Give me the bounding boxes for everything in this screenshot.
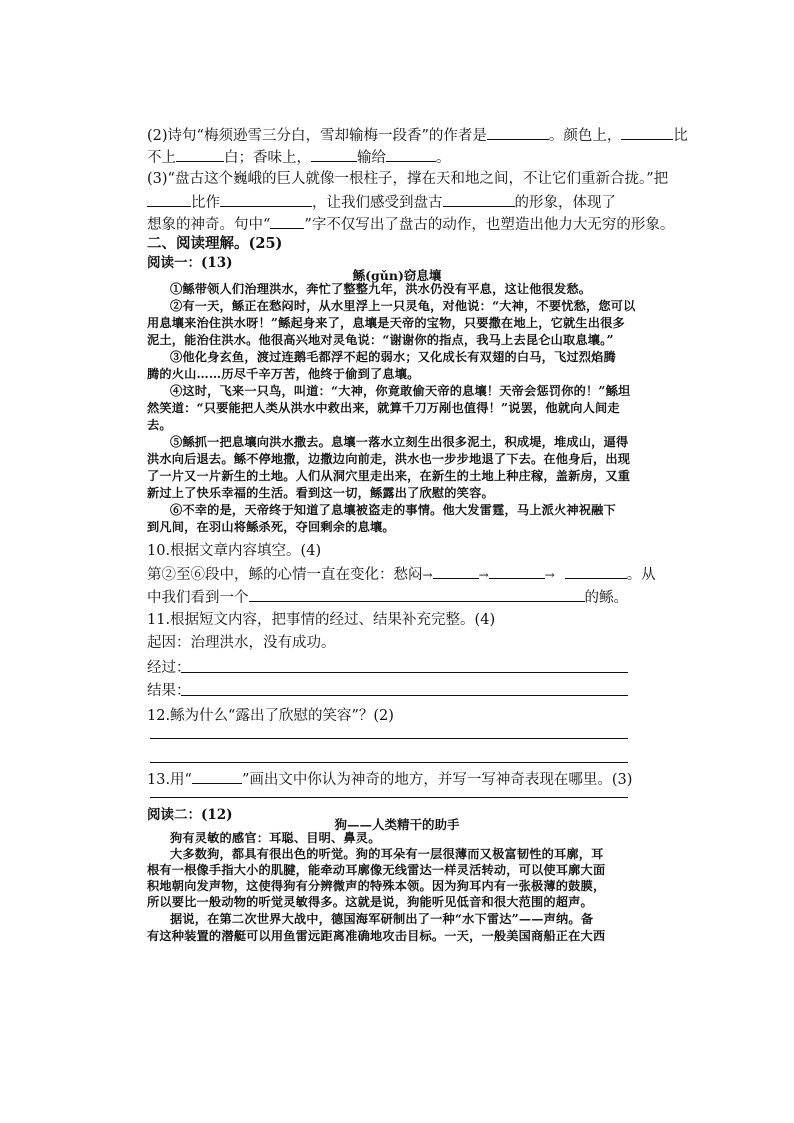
answer-blank[interactable] [565,564,627,579]
q11-result-label: 结果： [147,683,191,699]
q3-text-6: ”字不仅写出了盘古的动作，也塑造出他力大无穷的形象。 [304,217,675,233]
q11-cause: 起因：治理洪水，没有成功。 [147,635,336,651]
q11-title: 11.根据短文内容，把事情的经过、结果补充完整。(4) [147,612,496,628]
answer-blank[interactable] [443,192,515,207]
q2-text-2: 。颜色上， [548,128,622,144]
answer-blank[interactable] [386,147,436,162]
reading1-title: 鲧(gǔn)窃息壤 [352,268,442,283]
passage-line: 根有一根像手指大小的肌腱，能牵动耳廓像无线雷达一样灵活转动，可以使耳廓大面 [147,863,606,877]
arrow-icon: → [478,568,489,582]
q10-line-1 [147,564,657,585]
answer-blank[interactable] [487,125,549,140]
passage-line: 大多数狗，都具有很出色的听觉。狗的耳朵有一层很薄而又极富韧性的耳廓，耳 [170,847,604,861]
passage-line: 新过上了快乐幸福的生活。看到这一切，鲧露出了欣慰的笑容。 [147,486,494,500]
passage-line: 腾的火山……历尽千辛万苦，他终于偷到了息壤。 [147,367,420,381]
answer-line[interactable] [181,695,628,696]
passage-line: 用息壤来治住洪水呀！”鲧起身来了，息壤是天帝的宝物，只要撒在地上，它就生出很多 [147,316,625,330]
answer-blank[interactable] [176,147,224,162]
passage-line: ④这时，飞来一只鸟，叫道：“大神，你竟敢偷天帝的息壤！天帝会惩罚你的！”鲧坦 [170,384,631,398]
passage-line: ①鲧带领人们治理洪水，奔忙了整整九年，洪水仍没有平息，这让他很发愁。 [170,282,592,296]
passage-line: 泥土，能治住洪水。他很高兴地对灵龟说：“谢谢你的指点，我马上去昆仑山取息壤。” [147,333,614,347]
q2-text-3: 比 [673,128,688,144]
q3-text-2: 比作 [191,195,220,211]
q2-line-2 [147,147,647,168]
passage-line: 有这种装置的潜艇可以用鱼雷远距离准确地攻击目标。一天，一般美国商船正在大西 [147,929,606,943]
passage-line: 积地朝向发声物，这使得狗有分辨微声的特殊本领。因为狗耳内有一张极薄的鼓膜， [147,879,606,893]
passage-line: 然笑道：“只要能把人类从洪水中救出来，就算千刀万剐也值得！”说罢，他就向人间走 [147,401,620,415]
q10-line-2 [147,587,647,608]
q13-text-1: 13.用“ [147,772,192,788]
reading2-title: 狗——人类精干的助手 [334,817,460,832]
q10-text-1: 第②至⑥段中，鲧的心情一直在变化：愁闷 [147,567,423,583]
q2-text-1: (2)诗句“梅须逊雪三分白，雪却输梅一段香”的作者是 [147,128,487,144]
q12-title: 12.鲧为什么“露出了欣慰的笑容”？(2) [147,708,394,724]
q13-line [147,769,647,790]
q2-text-5: 白；香味上， [224,150,311,166]
answer-line[interactable] [150,762,628,763]
q3-line-2 [147,192,657,213]
q2-line-1 [147,125,688,146]
answer-line[interactable] [150,797,628,798]
passage-line: ⑤鲧抓一把息壤向洪水撒去。息壤一落水立刻生出很多泥土，积成堤，堆成山，逼得 [170,435,629,449]
answer-blank[interactable] [220,192,312,207]
answer-line[interactable] [181,672,628,673]
passage-line: 去。 [147,418,172,432]
passage-line: 据说，在第二次世界大战中，德国海军研制出了一种“水下雷达”——声纳。备 [170,912,594,926]
passage-line: 所以要比一般动物的听觉灵敏得多。这就是说，狗能听见低音和很大范围的超声。 [147,895,593,909]
q3-text-4: 的形象，体现了 [514,195,616,211]
reading2-label: 阅读二：(12) [147,807,233,823]
q10-title: 10.根据文章内容填空。(4) [147,543,322,559]
passage-line: 到凡间，在羽山将鲧杀死，夺回剩余的息壤。 [147,520,395,534]
answer-blank [192,769,242,784]
passage-line: ⑥不幸的是，天帝终于知道了息壤被盗走的事情。他大发雷霆，马上派火神祝融下 [170,503,616,517]
answer-blank[interactable] [621,125,673,140]
passage-line: ③他化身玄鱼，渡过连鹅毛都浮不起的弱水；又化成长有双翅的白马，飞过烈焰腾 [170,350,616,364]
q10-text-2: 。从 [626,567,656,583]
answer-blank[interactable] [433,564,479,579]
answer-blank[interactable] [270,214,304,229]
q3-line-3 [147,214,675,235]
q2-text-6: 输给 [357,150,386,166]
q3-line-1 [147,169,669,189]
section-title: 二、阅读理解。(25) [147,235,283,252]
answer-blank[interactable] [311,147,357,162]
q10-text-3: 中我们看到一个 [147,590,249,606]
answer-blank[interactable] [249,587,585,602]
answer-line[interactable] [150,738,628,739]
arrow-icon: → [422,568,433,582]
passage-line: 了一片又一片新生的土地。人们从洞穴里走出来，在新生的土地上种庄稼，盖新房，又重 [147,469,631,483]
q10-text-4: 的鲧。 [584,590,628,606]
reading1-label: 阅读一：(13) [147,255,233,271]
passage-line: ②有一天，鲧正在愁闷时，从水里浮上一只灵龟，对他说：“大神，不要忧愁，您可以 [170,299,636,313]
answer-blank[interactable] [489,564,545,579]
reading2-subtitle: 狗有灵敏的感官：耳聪、目明、鼻灵。 [170,831,381,845]
answer-blank[interactable] [147,192,191,207]
passage-line: 洪水向后退去。鲧不停地撒，边撒边向前走，洪水也一步步地退了下去。在他身后，出现 [147,452,631,466]
arrow-icon: → [544,568,555,582]
q3-text-3: ，让我们感受到盘古 [312,195,443,211]
q13-text-2: ”画出文中你认为神奇的地方，并写一写神奇表现在哪里。(3) [241,772,633,788]
q2-text-7: 。 [436,150,451,166]
q2-text-4: 不上 [147,150,176,166]
q3-text-5: 想象的神奇。句中“ [147,217,271,233]
q3-text-1: (3)“盘古这个巍峨的巨人就像一根柱子，撑在天和地之间，不让它们重新合拢。”把 [147,171,669,187]
q11-process-label: 经过： [147,660,191,676]
